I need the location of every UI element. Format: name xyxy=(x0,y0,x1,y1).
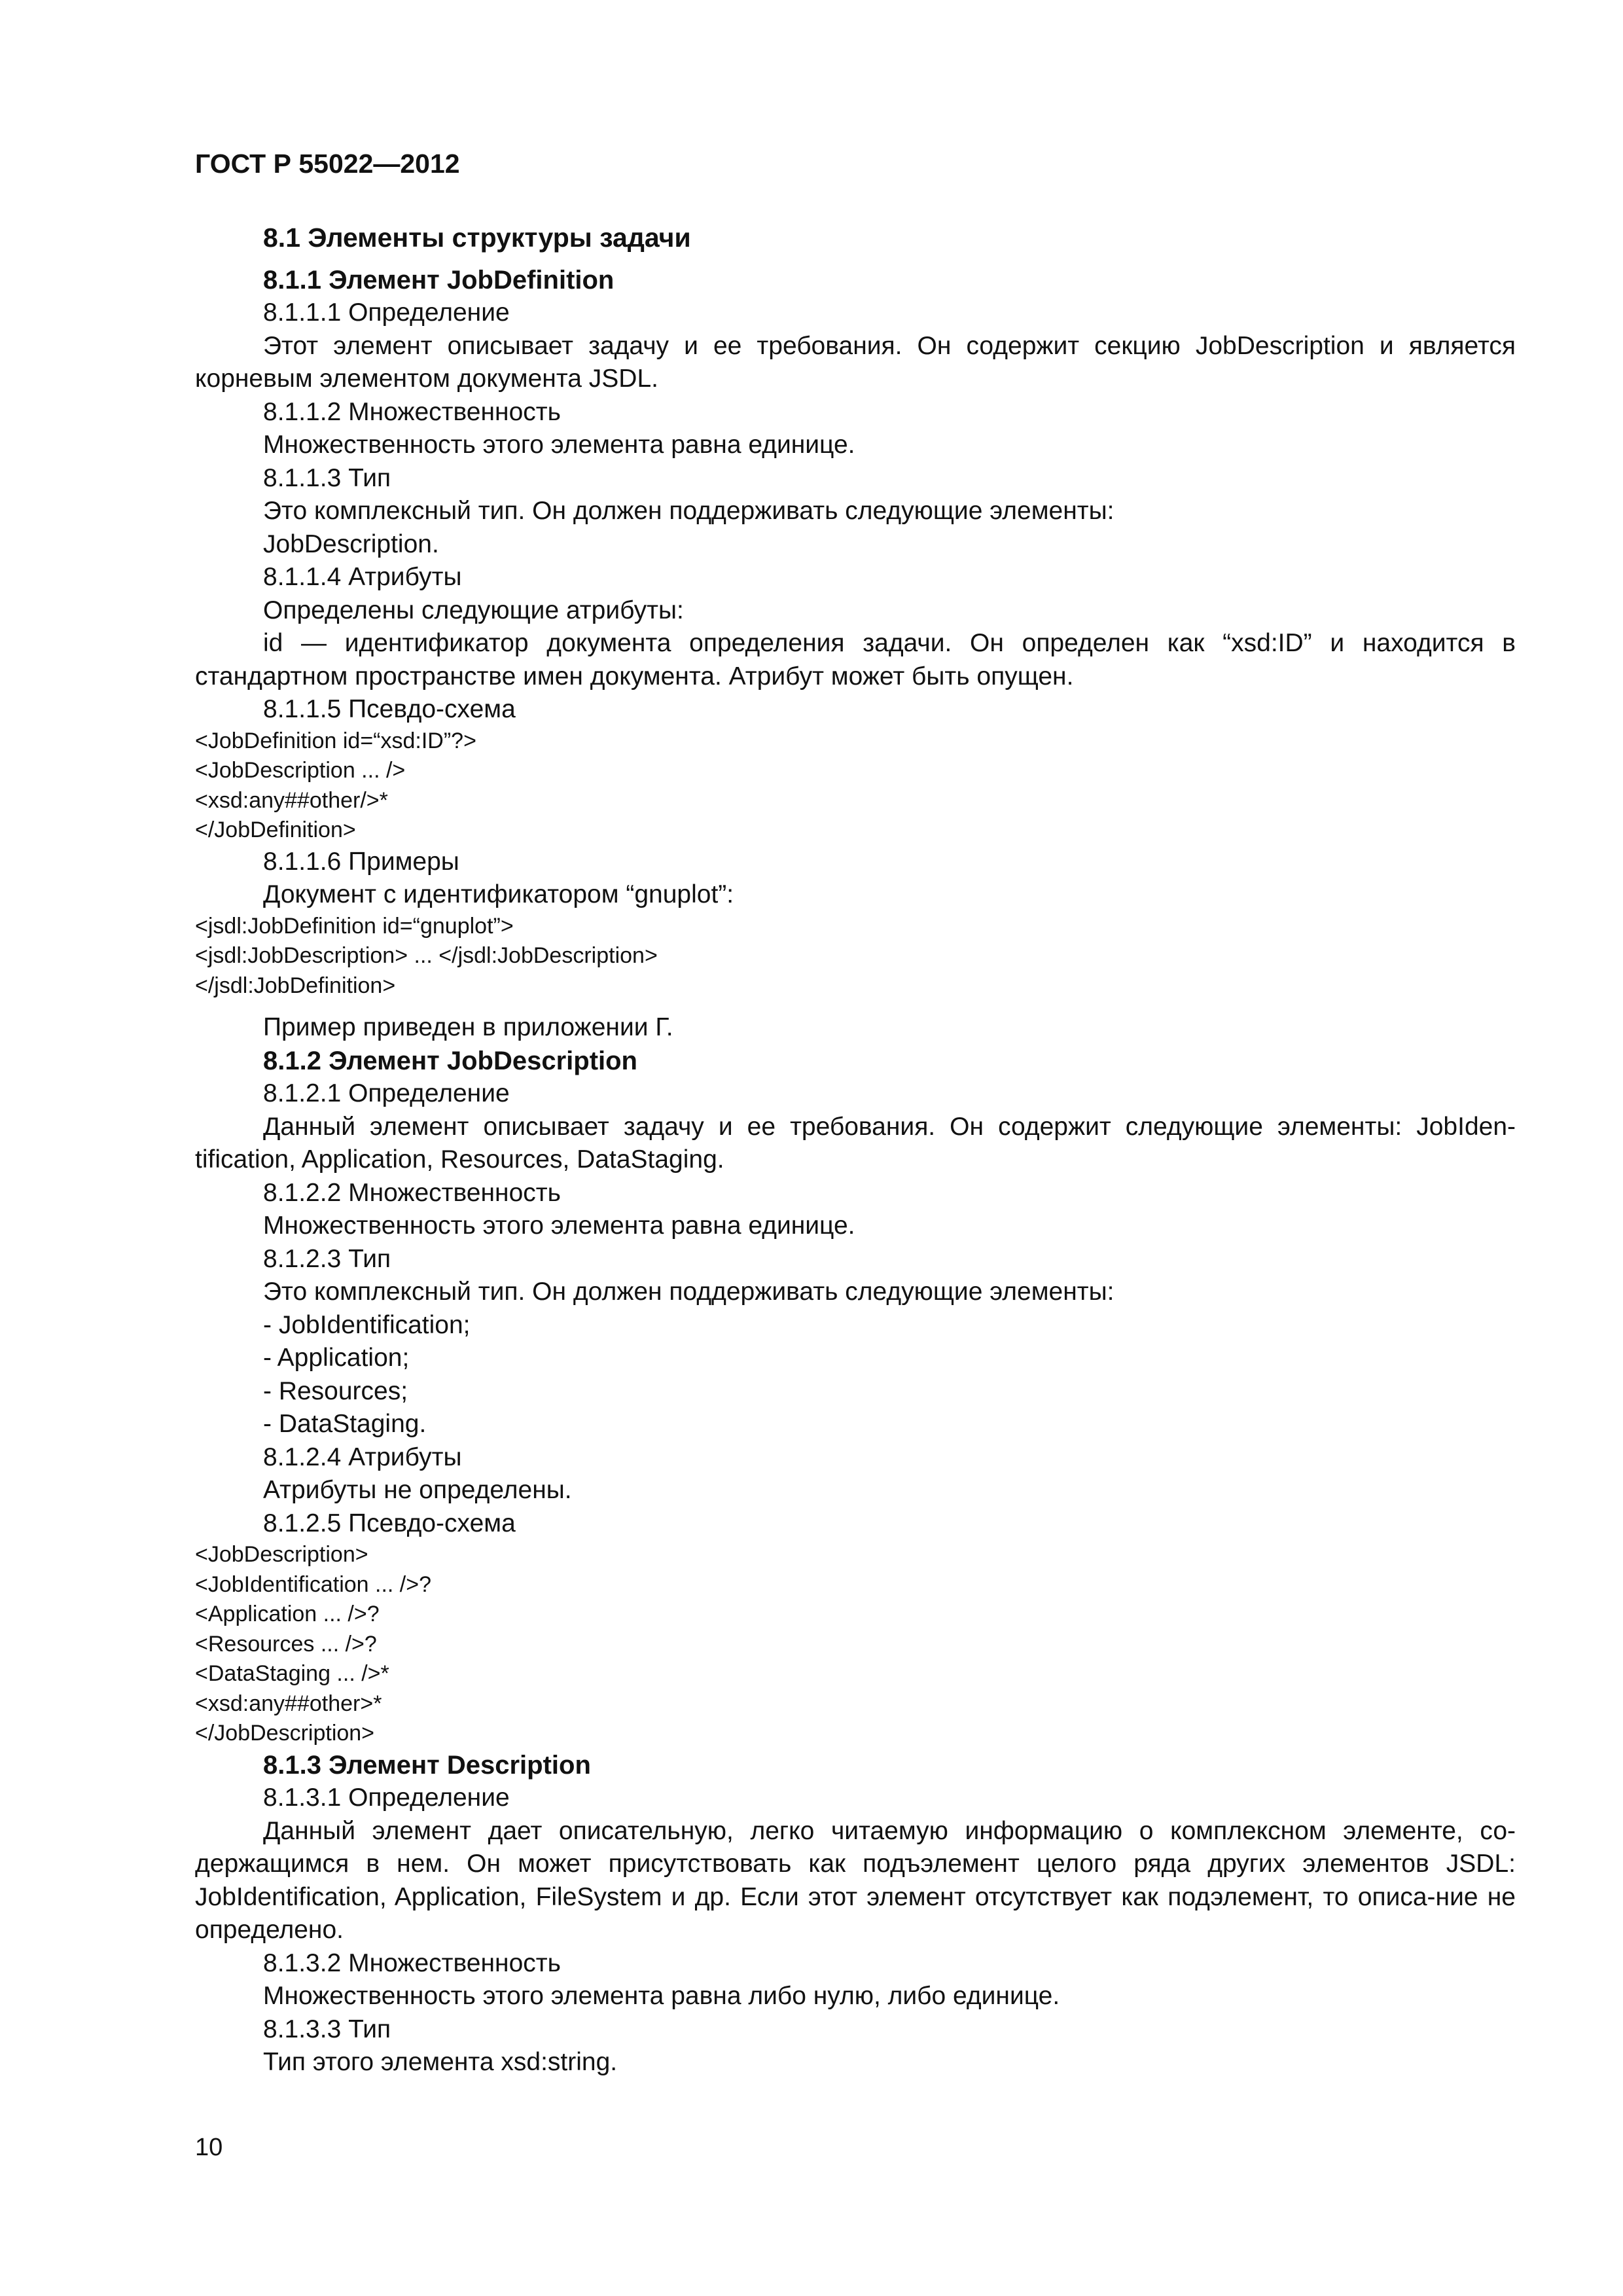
code-line: <JobIdentification ... />? xyxy=(195,1571,432,1597)
clause-heading: 8.1.1.6 Примеры xyxy=(263,847,459,876)
list-item: - DataStaging. xyxy=(263,1410,427,1438)
document-body xyxy=(195,221,1516,2079)
clause-heading: 8.1.1.1 Определение xyxy=(263,298,510,327)
paragraph: Данный элемент описывает задачу и ее требования. Он содержит следующие элементы: JobIden-tification, Application, Resources, DataStaging. xyxy=(195,1112,1516,1174)
paragraph: Тип этого элемента xsd:string. xyxy=(263,2048,618,2076)
spacer xyxy=(195,1001,1516,1011)
clause-heading: 8.1.1.5 Псевдо-схема xyxy=(263,695,516,723)
list-item: - Resources; xyxy=(263,1376,408,1405)
code-line: <jsdl:JobDescription> ... </jsdl:JobDescription> xyxy=(195,943,658,968)
paragraph: Это комплексный тип. Он должен поддерживать следующие элементы: xyxy=(263,497,1115,525)
clause-heading: 8.1.3.1 Определение xyxy=(263,1784,510,1812)
subsection-title-8-1-2: 8.1.2 Элемент JobDescription xyxy=(263,1046,637,1075)
paragraph: Пример приведен в приложении Г. xyxy=(263,1013,673,1041)
code-line: </jsdl:JobDefinition> xyxy=(195,973,396,998)
code-line: <Resources ... />? xyxy=(195,1631,377,1657)
code-line: <xsd:any##other>* xyxy=(195,1691,382,1716)
list-item: - JobIdentification; xyxy=(263,1310,471,1339)
clause-heading: 8.1.2.4 Атрибуты xyxy=(263,1443,462,1471)
clause-heading: 8.1.2.5 Псевдо-схема xyxy=(263,1509,516,1537)
subsection-title-8-1-1: 8.1.1 Элемент JobDefinition xyxy=(263,265,615,295)
clause-heading: 8.1.1.4 Атрибуты xyxy=(263,563,462,591)
paragraph: id — идентификатор документа определения задачи. Он определен как “xsd:ID” и находится в стандартном пространстве имен документа. Атрибут может быть опущен. xyxy=(195,629,1516,691)
list-item: JobDescription. xyxy=(263,529,439,558)
page-number: 10 xyxy=(195,2134,223,2161)
code-line: <JobDefinition id=“xsd:ID”?> xyxy=(195,728,476,753)
paragraph: Данный элемент дает описательную, легко читаемую информацию о комплексном элементе, со-держащимся в нем. Он может присутствовать как подъэлемент целого ряда других элементов JSDL: JobIdentification, Application, FileSystem и др. Если этот элемент отсутствует как подэлемент, то описа-ние не определено. xyxy=(195,1816,1516,1944)
clause-heading: 8.1.1.3 Тип xyxy=(263,463,391,492)
code-line: <JobDescription> xyxy=(195,1542,368,1567)
code-line: </JobDescription> xyxy=(195,1721,375,1746)
paragraph: Множественность этого элемента равна либо нулю, либо единице. xyxy=(263,1982,1060,2010)
clause-heading: 8.1.3.3 Тип xyxy=(263,2015,391,2043)
code-line: </JobDefinition> xyxy=(195,817,356,842)
code-line: <jsdl:JobDefinition id=“gnuplot”> xyxy=(195,913,514,939)
paragraph: Множественность этого элемента равна единице. xyxy=(263,1211,855,1240)
clause-heading: 8.1.1.2 Множественность xyxy=(263,397,561,426)
list-item: - Application; xyxy=(263,1344,410,1372)
subsection-title-8-1-3: 8.1.3 Элемент Description xyxy=(263,1750,591,1780)
code-line: <Application ... />? xyxy=(195,1602,380,1626)
code-line: <xsd:any##other/>* xyxy=(195,787,388,813)
clause-heading: 8.1.2.3 Тип xyxy=(263,1244,391,1273)
paragraph: Атрибуты не определены. xyxy=(263,1476,572,1504)
clause-heading: 8.1.3.2 Множественность xyxy=(263,1948,561,1977)
code-line: <DataStaging ... />* xyxy=(195,1661,389,1686)
clause-heading: 8.1.2.2 Множественность xyxy=(263,1178,561,1207)
paragraph: Определены следующие атрибуты: xyxy=(263,596,684,624)
paragraph: Документ с идентификатором “gnuplot”: xyxy=(263,880,734,908)
paragraph: Множественность этого элемента равна единице. xyxy=(263,431,855,459)
paragraph: Этот элемент описывает задачу и ее требования. Он содержит секцию JobDescription и является корневым элементом документа JSDL. xyxy=(195,331,1516,393)
paragraph: Это комплексный тип. Он должен поддерживать следующие элементы: xyxy=(263,1278,1115,1306)
document-header: ГОСТ Р 55022—2012 xyxy=(195,149,460,179)
code-line: <JobDescription ... /> xyxy=(195,758,406,783)
clause-heading: 8.1.2.1 Определение xyxy=(263,1079,510,1107)
section-title-8-1: 8.1 Элементы структуры задачи xyxy=(263,223,691,253)
